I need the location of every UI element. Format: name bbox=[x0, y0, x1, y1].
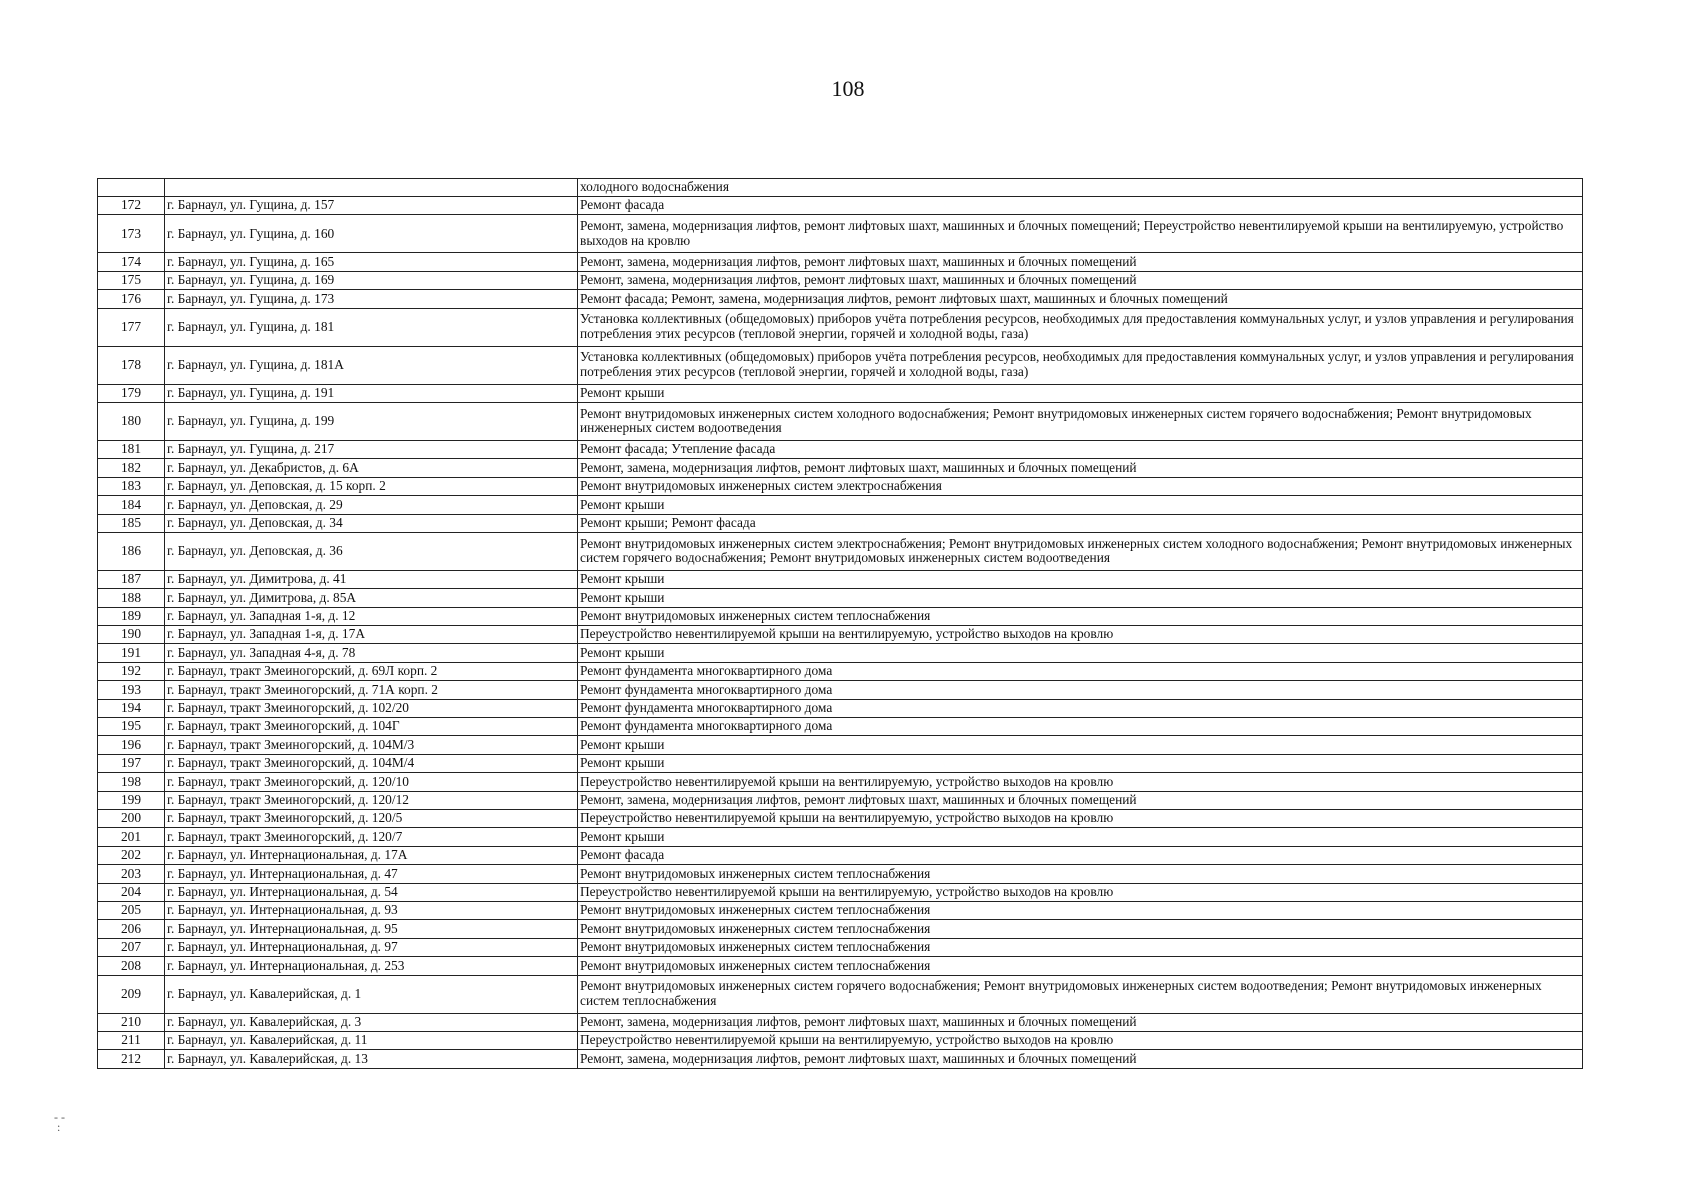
row-number: 208 bbox=[98, 957, 165, 975]
row-address: г. Барнаул, ул. Западная 1-я, д. 17А bbox=[165, 626, 578, 644]
row-number: 195 bbox=[98, 718, 165, 736]
row-works: Ремонт, замена, модернизация лифтов, ремонт лифтовых шахт, машинных и блочных помещений bbox=[578, 791, 1583, 809]
row-address: г. Барнаул, ул. Западная 1-я, д. 12 bbox=[165, 607, 578, 625]
row-address: г. Барнаул, ул. Интернациональная, д. 253 bbox=[165, 957, 578, 975]
row-address: г. Барнаул, тракт Змеиногорский, д. 120/7 bbox=[165, 828, 578, 846]
row-works: Ремонт фундамента многоквартирного дома bbox=[578, 662, 1583, 680]
row-number: 174 bbox=[98, 253, 165, 271]
table-row bbox=[98, 253, 1583, 271]
row-number: 193 bbox=[98, 681, 165, 699]
row-address: г. Барнаул, тракт Змеиногорский, д. 104М/3 bbox=[165, 736, 578, 754]
row-works: Ремонт фундамента многоквартирного дома bbox=[578, 718, 1583, 736]
table-row bbox=[98, 589, 1583, 607]
row-works: Ремонт фундамента многоквартирного дома bbox=[578, 699, 1583, 717]
table-row bbox=[98, 846, 1583, 864]
row-address: г. Барнаул, ул. Интернациональная, д. 97 bbox=[165, 938, 578, 956]
row-works: Переустройство невентилируемой крыши на вентилируемую, устройство выходов на кровлю bbox=[578, 773, 1583, 791]
row-works: Ремонт внутридомовых инженерных систем горячего водоснабжения; Ремонт внутридомовых инженерных систем водоотведения; Ремонт внутридомовых инженерных систем теплоснабжения bbox=[578, 975, 1583, 1013]
row-works: Ремонт фасада; Ремонт, замена, модернизация лифтов, ремонт лифтовых шахт, машинных и блочных помещений bbox=[578, 290, 1583, 308]
row-address: г. Барнаул, ул. Гущина, д. 173 bbox=[165, 290, 578, 308]
row-number: 177 bbox=[98, 308, 165, 346]
row-works: Ремонт крыши bbox=[578, 754, 1583, 772]
table-row bbox=[98, 532, 1583, 570]
row-number: 183 bbox=[98, 477, 165, 495]
row-address: г. Барнаул, ул. Интернациональная, д. 17А bbox=[165, 846, 578, 864]
row-address: г. Барнаул, ул. Кавалерийская, д. 13 bbox=[165, 1050, 578, 1068]
row-address: г. Барнаул, ул. Гущина, д. 217 bbox=[165, 440, 578, 458]
row-works: Ремонт, замена, модернизация лифтов, ремонт лифтовых шахт, машинных и блочных помещений bbox=[578, 1013, 1583, 1031]
table-row bbox=[98, 773, 1583, 791]
row-works: Ремонт крыши bbox=[578, 570, 1583, 588]
continuation-row bbox=[98, 179, 1583, 197]
row-works: Ремонт внутридомовых инженерных систем холодного водоснабжения; Ремонт внутридомовых инженерных систем горячего водоснабжения; Ремонт внутридомовых инженерных систем водоотведения bbox=[578, 402, 1583, 440]
row-works: Ремонт, замена, модернизация лифтов, ремонт лифтовых шахт, машинных и блочных помещений bbox=[578, 459, 1583, 477]
table-row bbox=[98, 514, 1583, 532]
row-works: Ремонт, замена, модернизация лифтов, ремонт лифтовых шахт, машинных и блочных помещений bbox=[578, 271, 1583, 289]
row-address: г. Барнаул, ул. Интернациональная, д. 47 bbox=[165, 865, 578, 883]
row-number: 206 bbox=[98, 920, 165, 938]
row-address: г. Барнаул, ул. Интернациональная, д. 93 bbox=[165, 901, 578, 919]
table-row bbox=[98, 271, 1583, 289]
row-address: г. Барнаул, ул. Кавалерийская, д. 1 bbox=[165, 975, 578, 1013]
table-row bbox=[98, 699, 1583, 717]
row-number: 185 bbox=[98, 514, 165, 532]
row-works: Ремонт крыши bbox=[578, 384, 1583, 402]
row-works: Ремонт крыши bbox=[578, 496, 1583, 514]
row-address: г. Барнаул, тракт Змеиногорский, д. 104Г bbox=[165, 718, 578, 736]
table-row bbox=[98, 901, 1583, 919]
row-number: 181 bbox=[98, 440, 165, 458]
row-works: Переустройство невентилируемой крыши на вентилируемую, устройство выходов на кровлю bbox=[578, 809, 1583, 827]
row-works: Ремонт фасада; Утепление фасада bbox=[578, 440, 1583, 458]
row-number: 182 bbox=[98, 459, 165, 477]
repair-works-table bbox=[97, 178, 1583, 1069]
table-row bbox=[98, 938, 1583, 956]
table-row bbox=[98, 975, 1583, 1013]
row-number: 209 bbox=[98, 975, 165, 1013]
row-number: 190 bbox=[98, 626, 165, 644]
row-number: 180 bbox=[98, 402, 165, 440]
row-address: г. Барнаул, ул. Деповская, д. 34 bbox=[165, 514, 578, 532]
table-row bbox=[98, 290, 1583, 308]
row-number: 179 bbox=[98, 384, 165, 402]
table-row bbox=[98, 1013, 1583, 1031]
table-row bbox=[98, 920, 1583, 938]
table-row bbox=[98, 215, 1583, 253]
row-works: Ремонт, замена, модернизация лифтов, ремонт лифтовых шахт, машинных и блочных помещений; Переустройство невентилируемой крыши на вентилируемую, устройство выходов на кровлю bbox=[578, 215, 1583, 253]
table-row bbox=[98, 1031, 1583, 1049]
table-row bbox=[98, 662, 1583, 680]
row-number: 201 bbox=[98, 828, 165, 846]
row-works: Ремонт, замена, модернизация лифтов, ремонт лифтовых шахт, машинных и блочных помещений bbox=[578, 1050, 1583, 1068]
row-address: г. Барнаул, ул. Гущина, д. 160 bbox=[165, 215, 578, 253]
row-address: г. Барнаул, ул. Западная 4-я, д. 78 bbox=[165, 644, 578, 662]
row-number: 176 bbox=[98, 290, 165, 308]
row-works: Установка коллективных (общедомовых) приборов учёта потребления ресурсов, необходимых для предоставления коммунальных услуг, и узлов управления и регулирования потребления этих ресурсов (тепловой энергии, горячей и холодной воды, газа) bbox=[578, 308, 1583, 346]
table-row bbox=[98, 718, 1583, 736]
row-works: Ремонт фасада bbox=[578, 197, 1583, 215]
row-number: 192 bbox=[98, 662, 165, 680]
row-address: г. Барнаул, ул. Гущина, д. 199 bbox=[165, 402, 578, 440]
margin-marks: - - : bbox=[54, 1110, 65, 1134]
table-row bbox=[98, 809, 1583, 827]
row-works: Ремонт внутридомовых инженерных систем теплоснабжения bbox=[578, 957, 1583, 975]
row-works: Установка коллективных (общедомовых) приборов учёта потребления ресурсов, необходимых для предоставления коммунальных услуг, и узлов управления и регулирования потребления этих ресурсов (тепловой энергии, горячей и холодной воды, газа) bbox=[578, 346, 1583, 384]
table-row bbox=[98, 865, 1583, 883]
row-number: 191 bbox=[98, 644, 165, 662]
table-row bbox=[98, 346, 1583, 384]
row-works: Ремонт крыши; Ремонт фасада bbox=[578, 514, 1583, 532]
row-works: Переустройство невентилируемой крыши на вентилируемую, устройство выходов на кровлю bbox=[578, 1031, 1583, 1049]
row-number: 196 bbox=[98, 736, 165, 754]
table-row bbox=[98, 1050, 1583, 1068]
row-address: г. Барнаул, ул. Деповская, д. 15 корп. 2 bbox=[165, 477, 578, 495]
row-number: 197 bbox=[98, 754, 165, 772]
table-row bbox=[98, 440, 1583, 458]
row-works: Ремонт внутридомовых инженерных систем теплоснабжения bbox=[578, 607, 1583, 625]
row-number: 200 bbox=[98, 809, 165, 827]
table-row bbox=[98, 957, 1583, 975]
row-works: Ремонт внутридомовых инженерных систем теплоснабжения bbox=[578, 901, 1583, 919]
table-row bbox=[98, 308, 1583, 346]
table-row bbox=[98, 828, 1583, 846]
table-body bbox=[98, 179, 1583, 1069]
row-address: г. Барнаул, ул. Кавалерийская, д. 11 bbox=[165, 1031, 578, 1049]
row-address: г. Барнаул, ул. Кавалерийская, д. 3 bbox=[165, 1013, 578, 1031]
row-number: 203 bbox=[98, 865, 165, 883]
row-works: Ремонт внутридомовых инженерных систем теплоснабжения bbox=[578, 920, 1583, 938]
row-number: 205 bbox=[98, 901, 165, 919]
row-number: 204 bbox=[98, 883, 165, 901]
table-row bbox=[98, 459, 1583, 477]
table-row bbox=[98, 883, 1583, 901]
row-address: г. Барнаул, тракт Змеиногорский, д. 120/10 bbox=[165, 773, 578, 791]
row-address: г. Барнаул, ул. Гущина, д. 181 bbox=[165, 308, 578, 346]
row-number: 210 bbox=[98, 1013, 165, 1031]
row-address: г. Барнаул, ул. Декабристов, д. 6А bbox=[165, 459, 578, 477]
row-works: Переустройство невентилируемой крыши на вентилируемую, устройство выходов на кровлю bbox=[578, 883, 1583, 901]
table-row bbox=[98, 607, 1583, 625]
table-row bbox=[98, 402, 1583, 440]
page-number: 108 bbox=[831, 76, 865, 101]
row-number: 199 bbox=[98, 791, 165, 809]
row-number: 187 bbox=[98, 570, 165, 588]
row-address: г. Барнаул, ул. Гущина, д. 169 bbox=[165, 271, 578, 289]
table-row bbox=[98, 626, 1583, 644]
row-address: г. Барнаул, ул. Интернациональная, д. 54 bbox=[165, 883, 578, 901]
row-number: 198 bbox=[98, 773, 165, 791]
row-works: Ремонт крыши bbox=[578, 828, 1583, 846]
table-row bbox=[98, 197, 1583, 215]
row-works: Ремонт крыши bbox=[578, 736, 1583, 754]
row-address: г. Барнаул, ул. Деповская, д. 29 bbox=[165, 496, 578, 514]
row-address: г. Барнаул, ул. Деповская, д. 36 bbox=[165, 532, 578, 570]
row-address: г. Барнаул, ул. Димитрова, д. 41 bbox=[165, 570, 578, 588]
row-number: 207 bbox=[98, 938, 165, 956]
row-address: г. Барнаул, тракт Змеиногорский, д. 104М/4 bbox=[165, 754, 578, 772]
row-address: г. Барнаул, тракт Змеиногорский, д. 120/12 bbox=[165, 791, 578, 809]
row-works: Ремонт фундамента многоквартирного дома bbox=[578, 681, 1583, 699]
row-works: Ремонт внутридомовых инженерных систем электроснабжения bbox=[578, 477, 1583, 495]
row-works: Ремонт крыши bbox=[578, 644, 1583, 662]
table-row bbox=[98, 681, 1583, 699]
row-works: Ремонт внутридомовых инженерных систем теплоснабжения bbox=[578, 938, 1583, 956]
row-number: 202 bbox=[98, 846, 165, 864]
row-address: г. Барнаул, тракт Змеиногорский, д. 120/5 bbox=[165, 809, 578, 827]
table-row bbox=[98, 791, 1583, 809]
row-address: г. Барнаул, ул. Димитрова, д. 85А bbox=[165, 589, 578, 607]
row-works: Ремонт внутридомовых инженерных систем теплоснабжения bbox=[578, 865, 1583, 883]
row-number: 173 bbox=[98, 215, 165, 253]
table-row bbox=[98, 384, 1583, 402]
row-number: 178 bbox=[98, 346, 165, 384]
continuation-address-cell bbox=[165, 179, 578, 197]
row-number: 172 bbox=[98, 197, 165, 215]
row-number: 189 bbox=[98, 607, 165, 625]
row-works: Ремонт фасада bbox=[578, 846, 1583, 864]
table-row bbox=[98, 570, 1583, 588]
row-address: г. Барнаул, ул. Гущина, д. 191 bbox=[165, 384, 578, 402]
row-number: 212 bbox=[98, 1050, 165, 1068]
row-number: 175 bbox=[98, 271, 165, 289]
row-works: Ремонт крыши bbox=[578, 589, 1583, 607]
row-address: г. Барнаул, тракт Змеиногорский, д. 102/20 bbox=[165, 699, 578, 717]
row-address: г. Барнаул, ул. Гущина, д. 157 bbox=[165, 197, 578, 215]
table-row bbox=[98, 754, 1583, 772]
table-row bbox=[98, 644, 1583, 662]
row-address: г. Барнаул, тракт Змеиногорский, д. 69Л корп. 2 bbox=[165, 662, 578, 680]
table-row bbox=[98, 496, 1583, 514]
row-works: Ремонт, замена, модернизация лифтов, ремонт лифтовых шахт, машинных и блочных помещений bbox=[578, 253, 1583, 271]
continuation-works-cell: холодного водоснабжения bbox=[578, 179, 1583, 197]
row-number: 186 bbox=[98, 532, 165, 570]
continuation-number-cell bbox=[98, 179, 165, 197]
row-number: 211 bbox=[98, 1031, 165, 1049]
table-row bbox=[98, 477, 1583, 495]
row-works: Переустройство невентилируемой крыши на вентилируемую, устройство выходов на кровлю bbox=[578, 626, 1583, 644]
row-number: 188 bbox=[98, 589, 165, 607]
table-row bbox=[98, 736, 1583, 754]
row-address: г. Барнаул, ул. Гущина, д. 181А bbox=[165, 346, 578, 384]
row-works: Ремонт внутридомовых инженерных систем электроснабжения; Ремонт внутридомовых инженерных систем холодного водоснабжения; Ремонт внутридомовых инженерных систем горячего водоснабжения; Ремонт внутридомовых инженерных систем водоотведения bbox=[578, 532, 1583, 570]
row-address: г. Барнаул, тракт Змеиногорский, д. 71А корп. 2 bbox=[165, 681, 578, 699]
row-number: 184 bbox=[98, 496, 165, 514]
row-number: 194 bbox=[98, 699, 165, 717]
row-address: г. Барнаул, ул. Интернациональная, д. 95 bbox=[165, 920, 578, 938]
row-address: г. Барнаул, ул. Гущина, д. 165 bbox=[165, 253, 578, 271]
